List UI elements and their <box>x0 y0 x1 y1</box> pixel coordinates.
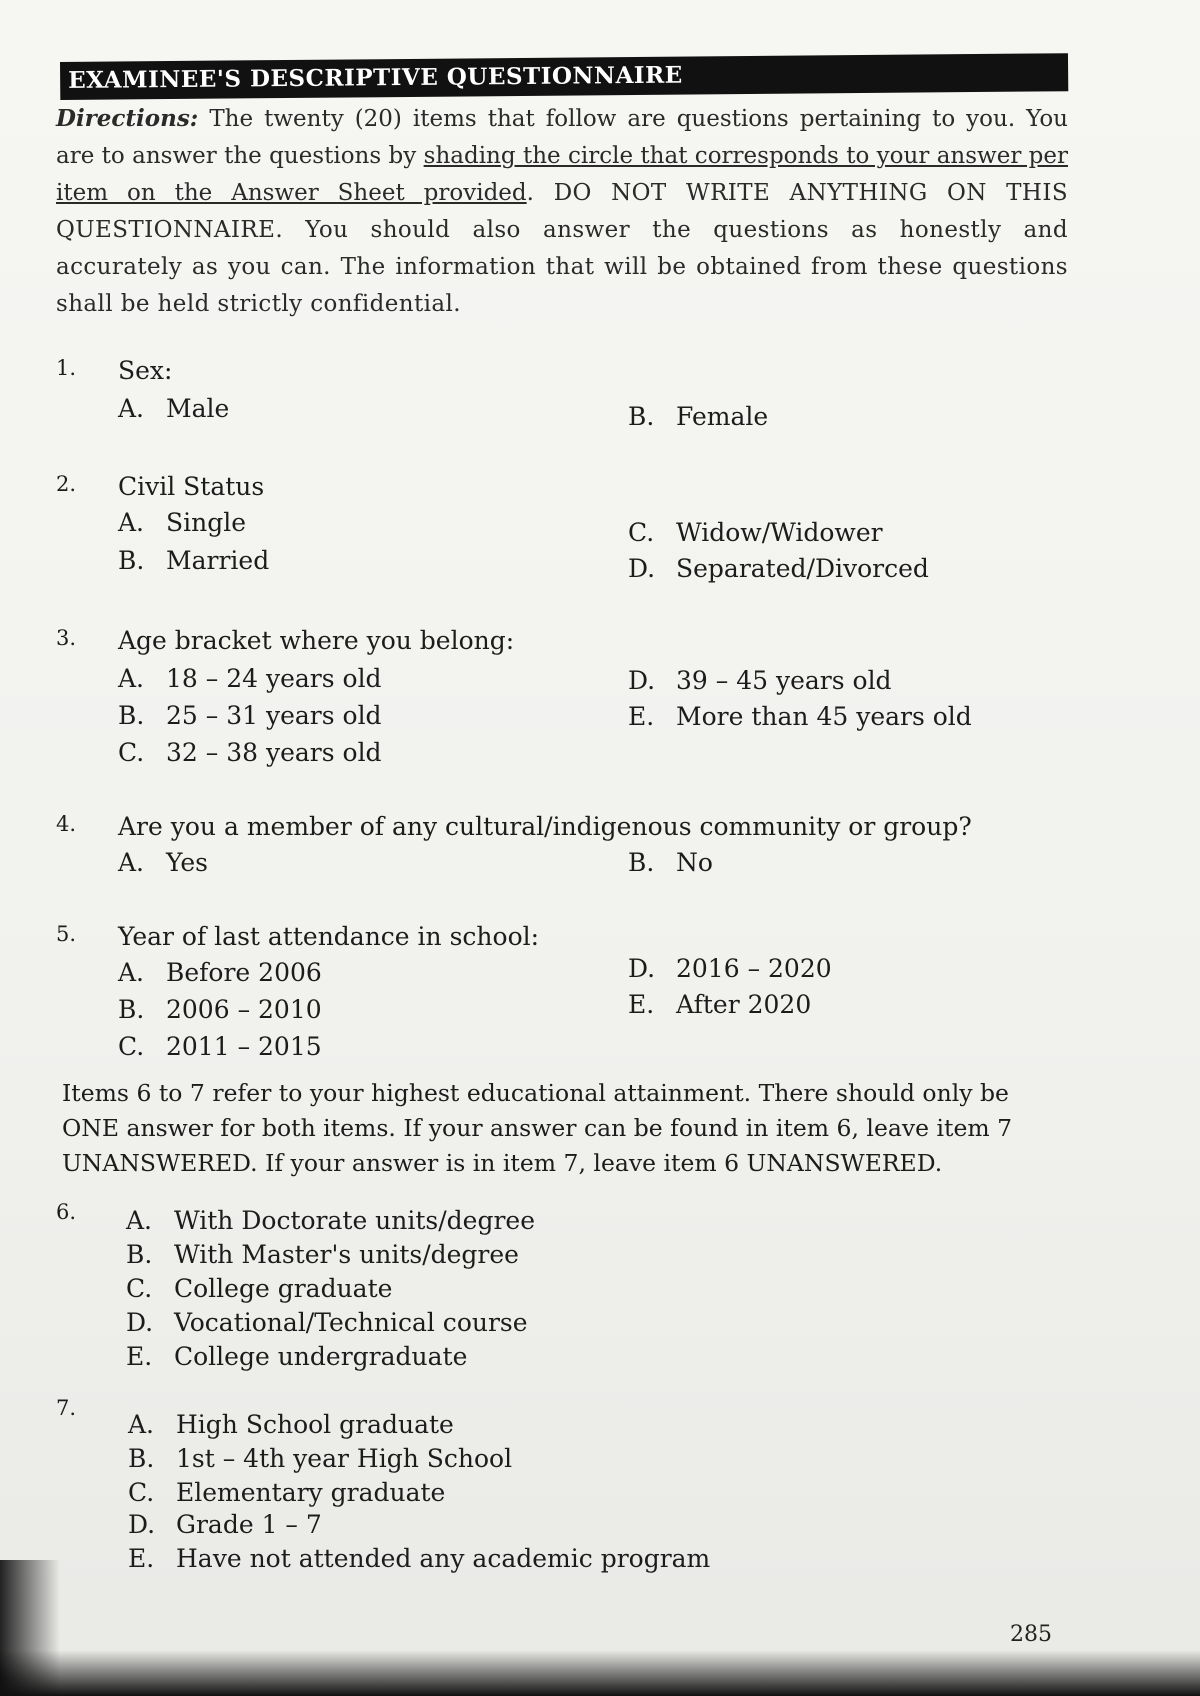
question-2 <box>56 472 1066 582</box>
option-letter: C. <box>126 1274 153 1303</box>
option-letter: B. <box>118 995 145 1024</box>
items-6-7-note: Items 6 to 7 refer to your highest educational attainment. There should only be ONE answer for both items. If your answer can be found in item 6, leave item 7 UNANSWERED. If your answer is in item 7, leave item 6 UNANSWERED. <box>62 1079 1013 1177</box>
option-d[interactable] <box>628 666 892 695</box>
option-e[interactable] <box>128 1544 710 1573</box>
option-c[interactable] <box>628 518 883 547</box>
option-d[interactable] <box>628 554 929 583</box>
question-number: 7. <box>56 1396 77 1420</box>
directions-underlined: shading the circle that corresponds to your answer per item on the Answer Sheet provided <box>56 143 1069 206</box>
question-7 <box>56 1396 1066 1576</box>
option-text: 32 – 38 years old <box>166 738 382 767</box>
option-letter: A. <box>126 1206 153 1235</box>
option-text: 1st – 4th year High School <box>176 1444 513 1473</box>
option-text: Yes <box>166 848 208 877</box>
option-letter: A. <box>118 508 145 537</box>
option-c[interactable] <box>118 738 382 767</box>
option-letter: D. <box>628 954 656 983</box>
page-number: 285 <box>1010 1622 1052 1647</box>
directions-text-1: The twenty (20) items that follow are questions pertaining to you. You are to answer the questions by <box>56 106 1068 169</box>
option-letter: A. <box>118 664 145 693</box>
option-b[interactable] <box>118 995 322 1024</box>
option-letter: B. <box>126 1240 153 1269</box>
option-text: 2016 – 2020 <box>676 954 832 983</box>
option-b[interactable] <box>118 546 269 575</box>
question-3 <box>56 626 1066 766</box>
question-stem: Age bracket where you belong: <box>118 626 515 655</box>
option-b[interactable] <box>128 1444 512 1473</box>
option-text: Male <box>166 394 230 423</box>
option-letter: A. <box>128 1410 155 1439</box>
option-letter: B. <box>118 701 145 730</box>
option-text: More than 45 years old <box>676 702 972 731</box>
option-letter: D. <box>628 554 656 583</box>
option-a[interactable] <box>118 958 322 987</box>
option-d[interactable] <box>628 954 832 983</box>
option-text: 39 – 45 years old <box>676 666 892 695</box>
option-letter: E. <box>128 1544 155 1573</box>
option-letter: C. <box>118 1032 145 1061</box>
option-letter: B. <box>128 1444 155 1473</box>
option-text: 25 – 31 years old <box>166 701 382 730</box>
option-text: Single <box>166 508 247 537</box>
option-text: Female <box>676 402 769 431</box>
option-letter: B. <box>628 402 655 431</box>
option-b[interactable] <box>628 848 713 877</box>
option-e[interactable] <box>628 702 972 731</box>
option-letter: C. <box>118 738 145 767</box>
question-number: 6. <box>56 1200 77 1224</box>
question-number: 3. <box>56 626 77 650</box>
question-stem: Year of last attendance in school: <box>118 922 540 951</box>
option-letter: C. <box>628 518 655 547</box>
section-title: EXAMINEE'S DESCRIPTIVE QUESTIONNAIRE <box>60 53 1068 100</box>
option-c[interactable] <box>118 1032 322 1061</box>
option-a[interactable] <box>118 394 229 423</box>
option-letter: A. <box>118 958 145 987</box>
option-text: Elementary graduate <box>176 1478 446 1507</box>
option-text: 2006 – 2010 <box>166 995 322 1024</box>
option-letter: B. <box>628 848 655 877</box>
option-a[interactable] <box>118 664 382 693</box>
option-e[interactable] <box>126 1342 467 1371</box>
option-c[interactable] <box>128 1478 445 1507</box>
option-b[interactable] <box>628 402 768 431</box>
option-letter: A. <box>118 848 145 877</box>
directions-lead: Directions: <box>56 105 199 132</box>
option-a[interactable] <box>118 508 246 537</box>
page-edge-shadow-bottom <box>0 1650 1200 1696</box>
option-text: Widow/Widower <box>676 518 883 547</box>
option-text: Separated/Divorced <box>676 554 929 583</box>
question-1 <box>56 356 1066 436</box>
question-stem: Are you a member of any cultural/indigenous community or group? <box>118 812 972 841</box>
option-a[interactable] <box>128 1410 454 1439</box>
directions-text-2: . DO NOT WRITE ANYTHING ON THIS QUESTIONNAIRE. You should also answer the questions as honestly and accurately as you can. The information that will be obtained from these questions shall be held strictly confidential. <box>56 180 1068 317</box>
option-letter: B. <box>118 546 145 575</box>
option-text: 18 – 24 years old <box>166 664 382 693</box>
option-text: Grade 1 – 7 <box>176 1510 322 1539</box>
option-text: Married <box>166 546 270 575</box>
option-d[interactable] <box>126 1308 528 1337</box>
question-6 <box>56 1200 1066 1380</box>
option-text: With Doctorate units/degree <box>174 1206 536 1235</box>
question-4 <box>56 812 1066 892</box>
directions-paragraph <box>56 100 1068 323</box>
option-text: College undergraduate <box>174 1342 468 1371</box>
option-text: Vocational/Technical course <box>174 1308 528 1337</box>
option-b[interactable] <box>118 701 382 730</box>
option-letter: D. <box>128 1510 156 1539</box>
option-a[interactable] <box>118 848 208 877</box>
option-letter: D. <box>126 1308 154 1337</box>
option-letter: C. <box>128 1478 155 1507</box>
option-text: Before 2006 <box>166 958 322 987</box>
option-letter: A. <box>118 394 145 423</box>
question-number: 1. <box>56 356 77 380</box>
option-letter: E. <box>628 702 655 731</box>
option-letter: E. <box>126 1342 153 1371</box>
option-text: With Master's units/degree <box>174 1240 519 1269</box>
question-number: 2. <box>56 472 77 496</box>
question-number: 4. <box>56 812 77 836</box>
option-c[interactable] <box>126 1274 392 1303</box>
option-letter: D. <box>628 666 656 695</box>
question-number: 5. <box>56 922 77 946</box>
option-text: No <box>676 848 713 877</box>
option-d[interactable] <box>128 1510 322 1539</box>
option-b[interactable] <box>126 1240 519 1269</box>
question-5 <box>56 922 1066 1062</box>
option-text: College graduate <box>174 1274 393 1303</box>
option-e[interactable] <box>628 990 811 1019</box>
question-stem: Civil Status <box>118 472 265 501</box>
option-letter: E. <box>628 990 655 1019</box>
option-text: Have not attended any academic program <box>176 1544 711 1573</box>
option-text: After 2020 <box>676 990 812 1019</box>
option-a[interactable] <box>126 1206 535 1235</box>
option-text: 2011 – 2015 <box>166 1032 322 1061</box>
option-text: High School graduate <box>176 1410 454 1439</box>
question-stem: Sex: <box>118 356 173 385</box>
